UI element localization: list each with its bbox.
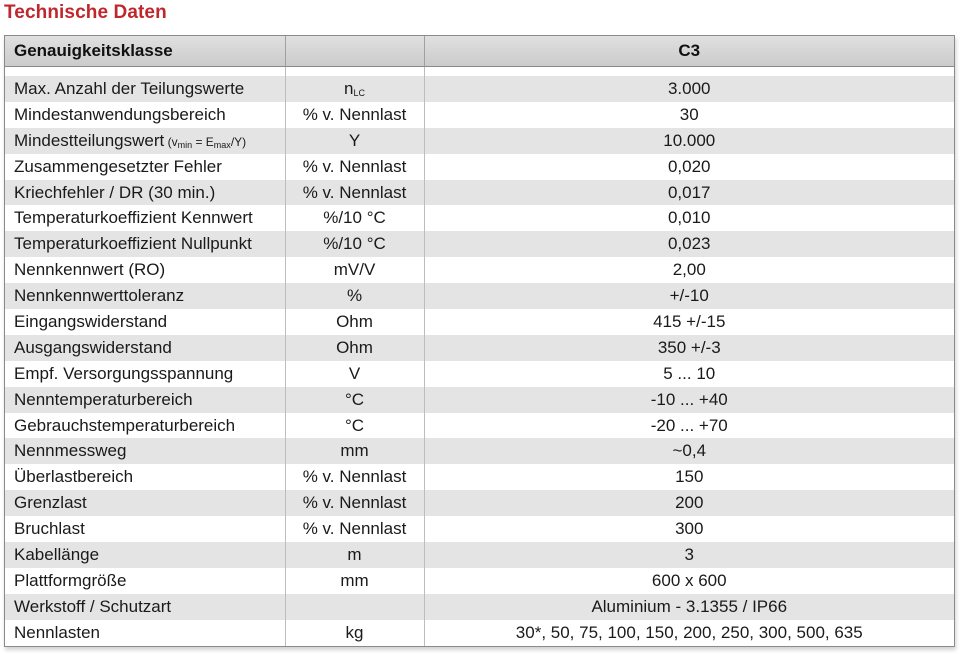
row-label bbox=[5, 283, 285, 309]
table-row bbox=[5, 542, 954, 568]
row-label-text: Max. Anzahl der Teilungswerte bbox=[14, 78, 245, 98]
row-value: 0,017 bbox=[424, 180, 954, 206]
row-label bbox=[5, 568, 285, 594]
row-unit bbox=[285, 464, 424, 490]
row-label bbox=[5, 205, 285, 231]
note-part: max bbox=[213, 139, 231, 150]
row-label bbox=[5, 620, 285, 646]
row-unit bbox=[285, 568, 424, 594]
row-unit bbox=[285, 257, 424, 283]
row-label bbox=[5, 180, 285, 206]
note-part: min bbox=[177, 139, 193, 150]
row-label bbox=[5, 516, 285, 542]
row-unit bbox=[285, 516, 424, 542]
row-value: 350 +/-3 bbox=[424, 335, 954, 361]
header-class-value: C3 bbox=[424, 36, 954, 67]
row-value: ~0,4 bbox=[424, 438, 954, 464]
row-value: 3.000 bbox=[424, 76, 954, 102]
row-value: 2,00 bbox=[424, 257, 954, 283]
row-label-text: Mindestanwendungsbereich bbox=[14, 104, 226, 124]
row-label-text: Temperaturkoeffizient Kennwert bbox=[14, 208, 253, 228]
row-value: 3 bbox=[424, 542, 954, 568]
row-label bbox=[5, 128, 285, 154]
row-unit bbox=[285, 490, 424, 516]
row-label-text: Überlastbereich bbox=[14, 467, 134, 487]
row-unit-subscript: LC bbox=[353, 87, 365, 98]
row-unit-text: V bbox=[348, 363, 361, 383]
row-unit-text: % v. Nennlast bbox=[302, 467, 407, 487]
row-label-text: Ausgangswiderstand bbox=[14, 337, 172, 357]
table-row bbox=[5, 594, 954, 620]
table-row bbox=[5, 180, 954, 206]
row-unit bbox=[285, 413, 424, 439]
row-unit bbox=[285, 309, 424, 335]
row-unit bbox=[285, 438, 424, 464]
row-label bbox=[5, 257, 285, 283]
row-value: 300 bbox=[424, 516, 954, 542]
row-label-text: Eingangswiderstand bbox=[14, 311, 168, 331]
row-unit-text: % v. Nennlast bbox=[302, 519, 407, 539]
row-unit-text: % v. Nennlast bbox=[302, 156, 407, 176]
table-row bbox=[5, 620, 954, 646]
row-label-text: Mindestteilungswert bbox=[14, 130, 165, 150]
table-row bbox=[5, 490, 954, 516]
row-unit-text: Ohm bbox=[336, 311, 373, 331]
row-label bbox=[5, 361, 285, 387]
row-unit-text: °C bbox=[344, 389, 365, 409]
row-unit bbox=[285, 154, 424, 180]
row-value: 5 ... 10 bbox=[424, 361, 954, 387]
table-row bbox=[5, 154, 954, 180]
row-unit bbox=[285, 594, 424, 620]
row-value: 0,023 bbox=[424, 231, 954, 257]
row-unit-text: % v. Nennlast bbox=[302, 104, 407, 124]
table-row bbox=[5, 413, 954, 439]
row-label-note bbox=[164, 135, 246, 149]
row-unit bbox=[285, 620, 424, 646]
table-row bbox=[5, 335, 954, 361]
row-unit-text: mV/V bbox=[333, 260, 376, 280]
row-label bbox=[5, 464, 285, 490]
row-unit bbox=[285, 542, 424, 568]
page-title: Technische Daten bbox=[4, 2, 167, 23]
row-label-text: Empf. Versorgungsspannung bbox=[14, 363, 234, 383]
row-label-text: Zusammengesetzter Fehler bbox=[14, 156, 222, 176]
row-label-text: Nenntemperaturbereich bbox=[14, 389, 193, 409]
row-value: Aluminium - 3.1355 / IP66 bbox=[424, 594, 954, 620]
row-value: 30*, 50, 75, 100, 150, 200, 250, 300, 500, 635 bbox=[424, 620, 954, 646]
table-row bbox=[5, 128, 954, 154]
row-value: -10 ... +40 bbox=[424, 387, 954, 413]
row-label-text: Werkstoff / Schutzart bbox=[14, 596, 172, 616]
row-label-text: Temperaturkoeffizient Nullpunkt bbox=[14, 234, 252, 254]
row-unit-text: % bbox=[346, 286, 363, 306]
row-label-text: Nennkennwerttoleranz bbox=[14, 286, 185, 306]
header-label: Genauigkeitsklasse bbox=[5, 36, 285, 67]
row-value: -20 ... +70 bbox=[424, 413, 954, 439]
row-unit-text: m bbox=[347, 544, 362, 564]
row-unit-text: Ohm bbox=[336, 337, 373, 357]
row-unit-text: mm bbox=[340, 570, 369, 590]
row-unit bbox=[285, 231, 424, 257]
table-row bbox=[5, 387, 954, 413]
row-label bbox=[5, 413, 285, 439]
row-label bbox=[5, 594, 285, 620]
header-unit bbox=[285, 36, 424, 67]
table-row bbox=[5, 438, 954, 464]
row-value: +/-10 bbox=[424, 283, 954, 309]
row-label bbox=[5, 102, 285, 128]
row-label bbox=[5, 438, 285, 464]
row-label bbox=[5, 387, 285, 413]
note-part: /Y) bbox=[230, 134, 247, 149]
row-value: 10.000 bbox=[424, 128, 954, 154]
row-unit-text: °C bbox=[344, 415, 365, 435]
row-label bbox=[5, 335, 285, 361]
row-value: 600 x 600 bbox=[424, 568, 954, 594]
row-label-text: Kriechfehler / DR (30 min.) bbox=[14, 182, 216, 202]
row-label bbox=[5, 309, 285, 335]
table-header-row bbox=[5, 36, 954, 67]
row-value: 0,010 bbox=[424, 205, 954, 231]
row-label-text: Gebrauchstemperaturbereich bbox=[14, 415, 236, 435]
row-value: 415 +/-15 bbox=[424, 309, 954, 335]
row-unit bbox=[285, 128, 424, 154]
table-row bbox=[5, 102, 954, 128]
row-unit bbox=[285, 335, 424, 361]
row-unit bbox=[285, 76, 424, 102]
table-row bbox=[5, 516, 954, 542]
row-label-text: Bruchlast bbox=[14, 519, 85, 539]
table-row bbox=[5, 309, 954, 335]
row-unit-text: n bbox=[344, 78, 354, 98]
row-label-text: Grenzlast bbox=[14, 493, 87, 513]
note-part: (v bbox=[167, 134, 178, 149]
row-unit-text: kg bbox=[345, 622, 364, 642]
row-label-text: Nennkennwert (RO) bbox=[14, 260, 166, 280]
row-label-text: Nennlasten bbox=[14, 622, 101, 642]
row-value: 30 bbox=[424, 102, 954, 128]
row-value: 0,020 bbox=[424, 154, 954, 180]
row-label-text: Nennmessweg bbox=[14, 441, 127, 461]
row-unit-text: % v. Nennlast bbox=[302, 182, 407, 202]
row-unit bbox=[285, 361, 424, 387]
row-label bbox=[5, 76, 285, 102]
row-unit bbox=[285, 180, 424, 206]
table-row bbox=[5, 361, 954, 387]
row-label-text: Kabellänge bbox=[14, 544, 100, 564]
row-unit bbox=[285, 102, 424, 128]
table-row bbox=[5, 283, 954, 309]
row-unit-text: %/10 °C bbox=[323, 234, 386, 254]
table-row bbox=[5, 76, 954, 102]
table-row bbox=[5, 568, 954, 594]
note-part: = E bbox=[192, 134, 214, 149]
table-row bbox=[5, 205, 954, 231]
table-row bbox=[5, 257, 954, 283]
row-label-text: Plattformgröße bbox=[14, 570, 127, 590]
spec-table bbox=[5, 36, 954, 646]
row-value: 200 bbox=[424, 490, 954, 516]
row-unit-text: Y bbox=[348, 130, 361, 150]
row-label bbox=[5, 542, 285, 568]
row-label bbox=[5, 231, 285, 257]
row-unit-text: mm bbox=[340, 441, 369, 461]
table-row bbox=[5, 464, 954, 490]
row-unit bbox=[285, 205, 424, 231]
table-row bbox=[5, 231, 954, 257]
row-unit bbox=[285, 387, 424, 413]
row-value: 150 bbox=[424, 464, 954, 490]
row-label bbox=[5, 490, 285, 516]
spec-table-container bbox=[4, 35, 955, 647]
row-unit-text: % v. Nennlast bbox=[302, 493, 407, 513]
row-unit-text: %/10 °C bbox=[323, 208, 386, 228]
row-unit bbox=[285, 283, 424, 309]
row-label bbox=[5, 154, 285, 180]
spacer-row bbox=[5, 67, 954, 77]
